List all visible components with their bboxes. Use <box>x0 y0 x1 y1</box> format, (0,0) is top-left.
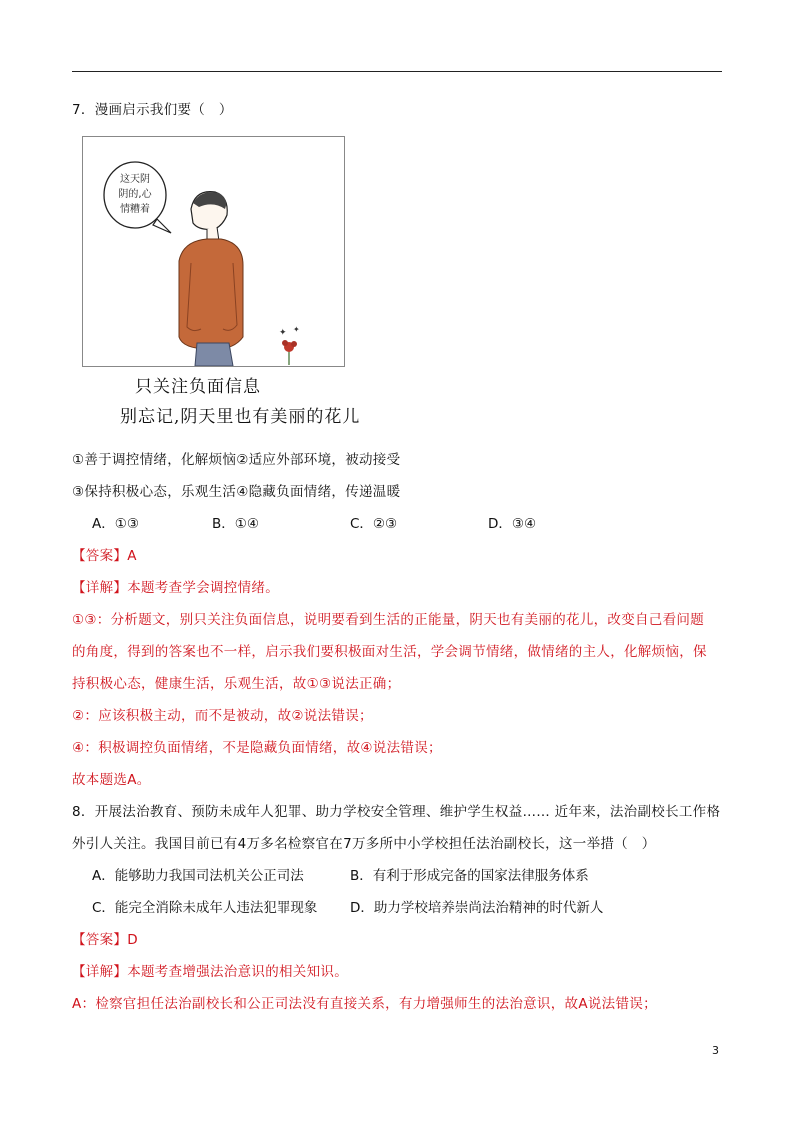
sparkle-icon: ✦ <box>279 328 287 338</box>
q7-analysis-line-1: ①③：分析题文，别只关注负面信息，说明要看到生活的正能量，阴天也有美丽的花儿，改变自己看问题 <box>72 612 705 628</box>
bubble-line-1: 这天阴 <box>120 174 150 185</box>
header-rule <box>72 71 722 72</box>
q8-option-a: A．能够助力我国司法机关公正司法 <box>92 868 304 884</box>
q8-analysis-line-1: A：检察官担任法治副校长和公正司法没有直接关系，有力增强师生的法治意识，故A说法错误； <box>72 996 657 1012</box>
q8-option-d: D．助力学校培养崇尚法治精神的时代新人 <box>350 900 604 916</box>
q8-stem-line-2: 外引人关注。我国目前已有4万多名检察官在7万多所中小学校担任法治副校长，这一举措（ ） <box>72 836 656 852</box>
q8-option-c: C．能完全消除未成年人违法犯罪现象 <box>92 900 318 916</box>
q7-statements-2: ③保持积极心态，乐观生活④隐藏负面情绪，传递温暖 <box>72 484 401 500</box>
q7-option-d: D．③④ <box>488 516 537 532</box>
q8-stem-line-1: 8．开展法治教育、预防未成年人犯罪、助力学校安全管理、维护学生权益…… 近年来，法治副校长工作格 <box>72 804 721 820</box>
bubble-line-2: 阴的,心 <box>118 189 152 200</box>
q7-answer: 【答案】A <box>72 548 137 564</box>
q7-option-b: B．①④ <box>212 516 259 532</box>
q7-analysis-line-5: ④：积极调控负面情绪，不是隐藏负面情绪，故④说法错误； <box>72 740 442 756</box>
q7-detail: 【详解】本题考查学会调控情绪。 <box>72 580 279 596</box>
q7-statements-1: ①善于调控情绪，化解烦恼②适应外部环境，被动接受 <box>72 452 401 468</box>
svg-text:✦: ✦ <box>293 325 300 334</box>
q7-analysis-line-4: ②：应该积极主动，而不是被动，故②说法错误； <box>72 708 373 724</box>
cartoon-caption-line-2: 别忘记,阴天里也有美丽的花儿 <box>120 407 361 427</box>
q7-analysis-line-3: 持积极心态，健康生活，乐观生活，故①③说法正确； <box>72 676 401 692</box>
q8-answer: 【答案】D <box>72 932 138 948</box>
q8-option-b: B．有利于形成完备的国家法律服务体系 <box>350 868 589 884</box>
q7-conclusion: 故本题选A。 <box>72 772 151 788</box>
q8-detail: 【详解】本题考查增强法治意识的相关知识。 <box>72 964 348 980</box>
q7-option-a: A．①③ <box>92 516 139 532</box>
q7-stem: 7．漫画启示我们要（ ） <box>72 102 233 118</box>
cartoon-illustration <box>82 136 345 367</box>
cartoon-caption-line-1: 只关注负面信息 <box>135 377 261 397</box>
cartoon-drawing <box>83 137 344 366</box>
page-number: 3 <box>712 1044 719 1057</box>
bubble-line-3: 情糟着 <box>120 204 150 215</box>
q7-analysis-line-2: 的角度，得到的答案也不一样，启示我们要积极面对生活，学会调节情绪，做情绪的主人，化解烦恼，保 <box>72 644 707 660</box>
q7-option-c: C．②③ <box>350 516 398 532</box>
